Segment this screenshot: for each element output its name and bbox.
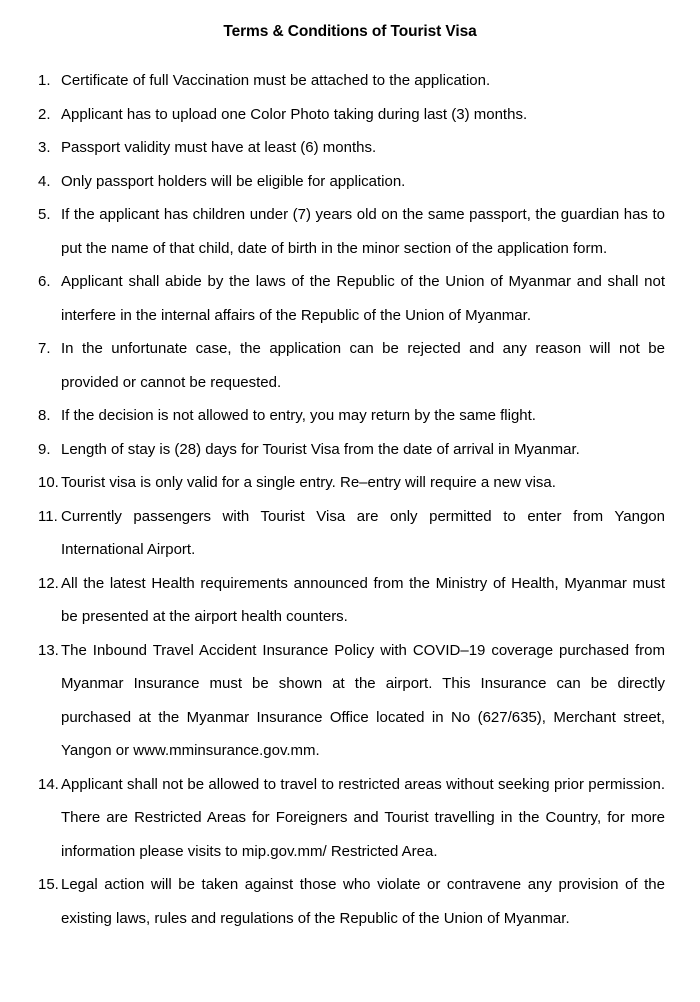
list-item	[38, 768, 665, 869]
item-number: 4.	[38, 172, 51, 190]
list-item	[38, 500, 665, 567]
item-text: Passport validity must have at least (6) months.	[61, 139, 377, 156]
item-number: 1.	[38, 72, 51, 89]
item-text: Currently passengers with Tourist Visa are only permitted to enter from Yangon International Airport.	[61, 507, 665, 558]
list-item	[38, 165, 665, 199]
list-item	[38, 567, 665, 634]
item-number: 8.	[38, 407, 51, 424]
item-number: 11.	[38, 507, 58, 525]
item-number: 2.	[38, 105, 51, 123]
list-item	[38, 332, 665, 399]
item-text: If the applicant has children under (7) years old on the same passport, the guardian has to put the name of that child, date of birth in the minor section of the application form.	[61, 206, 665, 257]
item-text: In the unfortunate case, the application can be rejected and any reason will not be provided or cannot be requested.	[61, 340, 665, 391]
item-number: 3.	[38, 139, 51, 156]
list-item	[38, 634, 665, 768]
item-text: Applicant shall not be allowed to travel to restricted areas without seeking prior permission. There are Restricted Areas for Foreigners and Tourist travelling in the Country, for more information please visits to mip.gov.mm/ Restricted Area.	[61, 775, 665, 860]
list-item	[38, 466, 665, 500]
item-text: Applicant has to upload one Color Photo taking during last (3) months.	[61, 105, 528, 123]
terms-list	[38, 64, 665, 935]
item-text: Length of stay is (28) days for Tourist Visa from the date of arrival in Myanmar.	[61, 440, 580, 458]
list-item	[38, 265, 665, 332]
item-text: Only passport holders will be eligible for application.	[61, 172, 406, 190]
item-number: 7.	[38, 340, 51, 357]
item-text: Tourist visa is only valid for a single entry. Re–entry will require a new visa.	[61, 474, 556, 491]
item-number: 15.	[38, 876, 59, 893]
list-item	[38, 399, 665, 433]
document-title: Terms & Conditions of Tourist Visa	[223, 23, 477, 40]
item-number: 10.	[38, 474, 59, 491]
item-text: Certificate of full Vaccination must be attached to the application.	[61, 72, 491, 89]
item-text: The Inbound Travel Accident Insurance Policy with COVID–19 coverage purchased from Myanmar Insurance must be shown at the airport. This Insurance can be directly purchased at the Myanmar Insurance Office located in No (627/635), Merchant street, Yangon or www.mminsurance.gov.mm.	[61, 641, 665, 759]
item-text: If the decision is not allowed to entry, you may return by the same flight.	[61, 407, 536, 424]
list-item	[38, 131, 665, 165]
item-text: All the latest Health requirements announced from the Ministry of Health, Myanmar must be presented at the airport health counters.	[61, 574, 665, 625]
item-number: 5.	[38, 206, 51, 223]
list-item	[38, 98, 665, 132]
item-text: Legal action will be taken against those who violate or contravene any provision of the existing laws, rules and regulations of the Republic of the Union of Myanmar.	[61, 876, 665, 927]
item-number: 9.	[38, 440, 51, 458]
list-item	[38, 64, 665, 98]
item-text: Applicant shall abide by the laws of the Republic of the Union of Myanmar and shall not interfere in the internal affairs of the Republic of the Union of Myanmar.	[61, 273, 665, 324]
item-number: 13.	[38, 641, 59, 659]
item-number: 12.	[38, 574, 59, 592]
item-number: 14.	[38, 775, 59, 793]
list-item	[38, 868, 665, 935]
list-item	[38, 198, 665, 265]
item-number: 6.	[38, 273, 51, 290]
list-item	[38, 433, 665, 467]
